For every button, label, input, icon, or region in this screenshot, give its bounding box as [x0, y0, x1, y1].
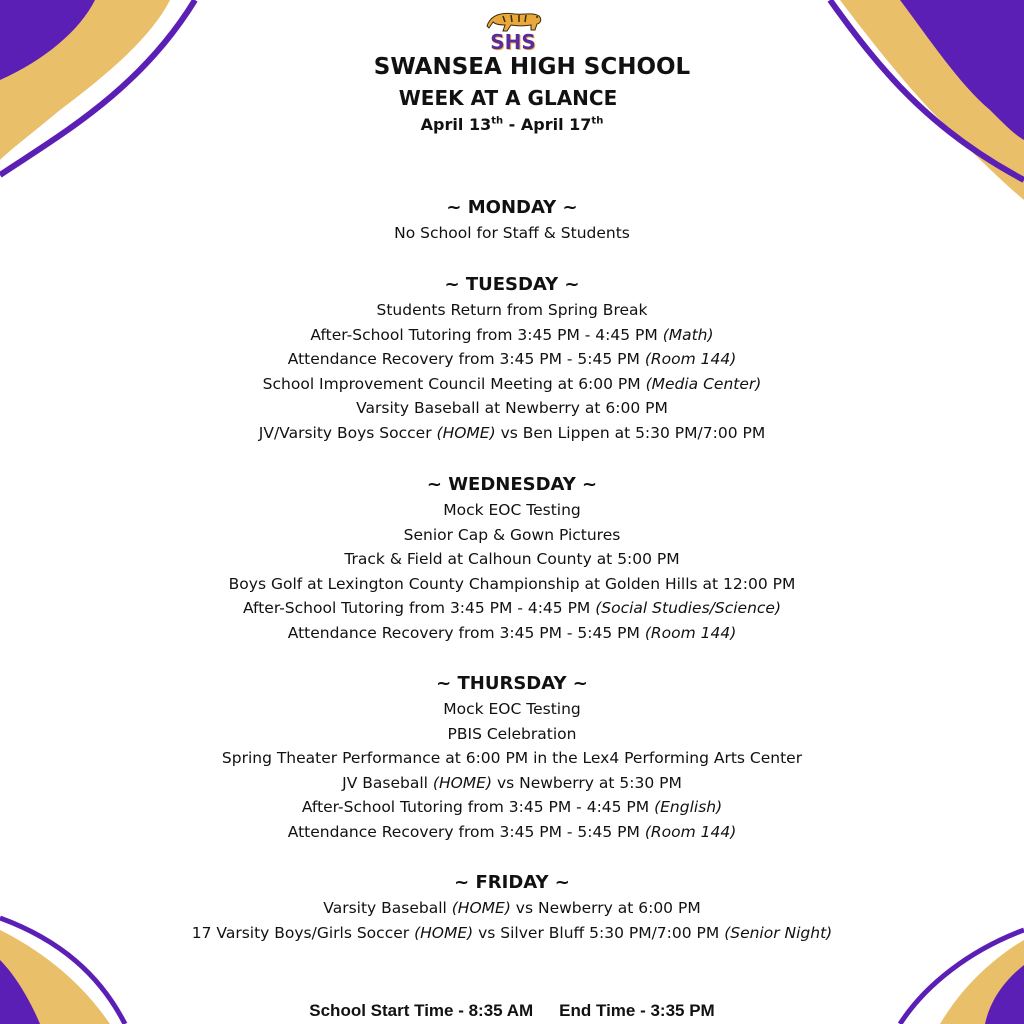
day-heading: ~ TUESDAY ~ [444, 274, 580, 295]
event-line: Attendance Recovery from 3:45 PM - 5:45 PM (Room 144) [287, 822, 737, 841]
day-heading: ~ THURSDAY ~ [436, 673, 588, 694]
start-time: School Start Time - 8:35 AM [309, 1001, 534, 1020]
page-subtitle: WEEK AT A GLANCE [398, 86, 618, 110]
event-line: Mock EOC Testing [443, 700, 581, 718]
event-line: Spring Theater Performance at 6:00 PM in the Lex4 Performing Arts Center [221, 749, 803, 767]
page-title: SWANSEA HIGH SCHOOL [373, 54, 691, 80]
end-time: End Time - 3:35 PM [559, 1001, 715, 1020]
day-heading: ~ MONDAY ~ [446, 197, 578, 218]
date-separator: - [503, 115, 521, 134]
event-line: Attendance Recovery from 3:45 PM - 5:45 PM (Room 144) [287, 623, 737, 642]
day-heading: ~ FRIDAY ~ [454, 872, 570, 893]
event-line: JV/Varsity Boys Soccer (HOME) vs Ben Lippen at 5:30 PM/7:00 PM [258, 423, 766, 442]
school-logo [481, 4, 545, 54]
thursday-section [0, 671, 1024, 844]
event-line: Senior Cap & Gown Pictures [403, 525, 621, 544]
event-line: 17 Varsity Boys/Girls Soccer (HOME) vs Silver Bluff 5:30 PM/7:00 PM (Senior Night) [191, 923, 833, 942]
event-line: After-School Tutoring from 3:45 PM - 4:45 PM (English) [301, 798, 723, 816]
date-start: April 13 [420, 115, 492, 134]
event-line: Boys Golf at Lexington County Championship at Golden Hills at 12:00 PM [228, 574, 796, 593]
date-range [0, 115, 1024, 134]
day-heading: ~ WEDNESDAY ~ [426, 474, 598, 495]
event-line: No School for Staff & Students [394, 224, 630, 242]
wednesday-section [0, 472, 1024, 645]
event-line: PBIS Celebration [447, 724, 577, 743]
event-line: Students Return from Spring Break [376, 301, 648, 319]
friday-section [0, 870, 1024, 945]
event-line: Varsity Baseball at Newberry at 6:00 PM [356, 399, 668, 417]
date-end-suffix: th [591, 115, 604, 127]
event-line: School Improvement Council Meeting at 6:00 PM (Media Center) [262, 374, 762, 393]
event-line: After-School Tutoring from 3:45 PM - 4:45 PM (Math) [310, 325, 714, 344]
date-end: April 17 [520, 115, 592, 134]
event-line: Varsity Baseball (HOME) vs Newberry at 6:00 PM [323, 899, 701, 917]
event-line: Mock EOC Testing [443, 501, 581, 519]
tuesday-section [0, 272, 1024, 445]
event-line: After-School Tutoring from 3:45 PM - 4:45 PM (Social Studies/Science) [242, 599, 782, 617]
logo-text: SHS [490, 30, 536, 54]
event-line: Track & Field at Calhoun County at 5:00 PM [344, 550, 680, 568]
event-line: JV Baseball (HOME) vs Newberry at 5:30 PM [342, 773, 682, 792]
event-line: Attendance Recovery from 3:45 PM - 5:45 PM (Room 144) [287, 350, 737, 368]
date-start-suffix: th [491, 115, 504, 127]
school-times [0, 1001, 1024, 1021]
monday-section [0, 195, 1024, 246]
